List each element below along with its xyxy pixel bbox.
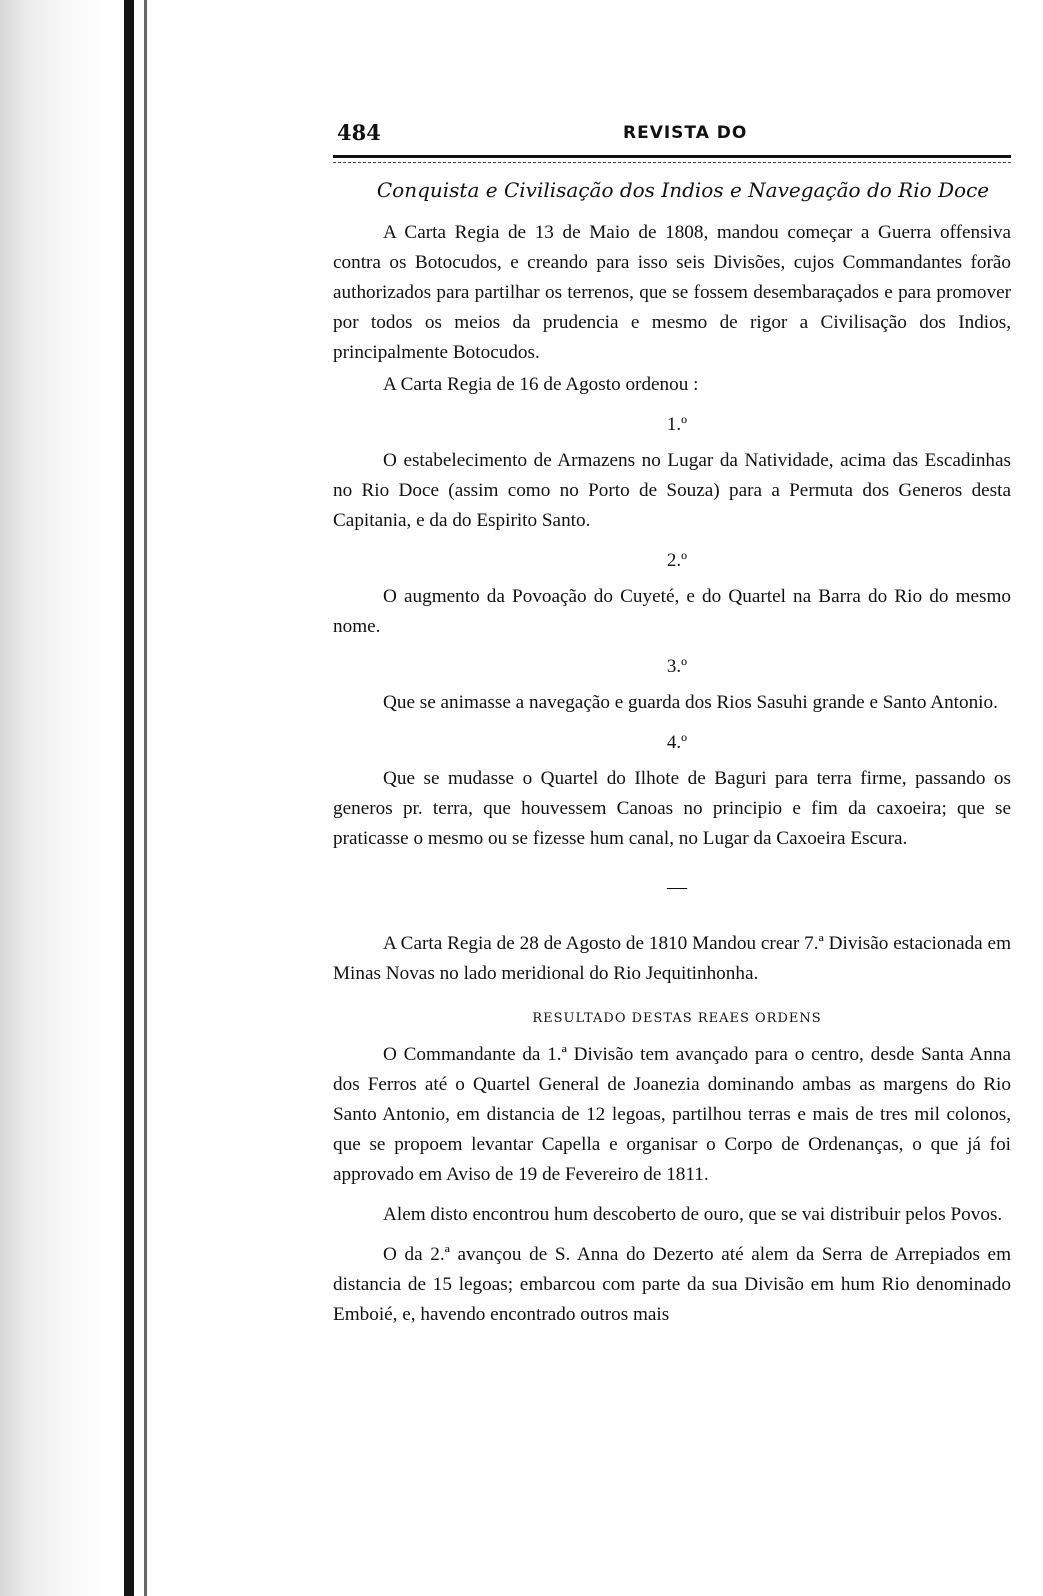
running-head: REVISTA DO (623, 123, 748, 143)
book-binding-edge-inner (144, 0, 147, 1596)
section-title: Conquista e Civilisação dos Indios e Navegação do Rio Doce (376, 178, 990, 202)
document-page (333, 118, 1011, 1330)
paragraph: A Carta Regia de 13 de Maio de 1808, mandou começar a Guerra offensiva contra os Botocudos, e creando para isso seis Divisões, cujos Commandantes forão authorizados para partilhar os terrenos, que se fossem desembaraçados e para promover por todos os meios da prudencia e mesmo de rigor a Civilisação dos Indios, principalmente Botocudos. (333, 222, 1011, 363)
item-number: 4.º (666, 732, 688, 753)
item-number: 1.º (666, 414, 688, 435)
header-rule (333, 155, 1011, 163)
item-number: 2.º (666, 550, 688, 571)
item-number: 3.º (666, 656, 688, 677)
section-divider: — (667, 876, 687, 898)
book-binding-edge (124, 0, 134, 1596)
paragraph: O estabelecimento de Armazens no Lugar da Natividade, acima das Escadinhas no Rio Doce (assim como no Porto de Souza) para a Permuta dos Generos desta Capitania, e da do Espirito Santo. (333, 450, 1011, 531)
subheading: RESULTADO DESTAS REAES ORDENS (532, 1011, 822, 1026)
paragraph: Alem disto encontrou hum descoberto de ouro, que se vai distribuir pelos Povos. (383, 1204, 1003, 1225)
paragraph: O augmento da Povoação do Cuyeté, e do Quartel na Barra do Rio do mesmo nome. (333, 586, 1011, 637)
paragraph: O da 2.ª avançou de S. Anna do Dezerto até alem da Serra de Arrepiados em distancia de 15 legoas; embarcou com parte da sua Divisão em hum Rio denominado Emboié, e, havendo encontrado outros mais (333, 1244, 1011, 1325)
paragraph: Que se mudasse o Quartel do Ilhote de Baguri para terra firme, passando os generos pr. terra, que houvessem Canoas no principio e fim da caxoeira; que se praticasse o mesmo ou se fizesse hum canal, no Lugar da Caxoeira Escura. (333, 768, 1011, 849)
paragraph: Que se animasse a navegação e guarda dos Rios Sasuhi grande e Santo Antonio. (383, 692, 998, 713)
paragraph: A Carta Regia de 16 de Agosto ordenou : (383, 374, 699, 395)
page-number: 484 (337, 120, 381, 145)
paragraph: A Carta Regia de 28 de Agosto de 1810 Mandou crear 7.ª Divisão estacionada em Minas Novas no lado meridional do Rio Jequitinhonha. (333, 933, 1011, 984)
page-header (333, 118, 1011, 148)
scan-edge-shadow (0, 0, 108, 1596)
paragraph: O Commandante da 1.ª Divisão tem avançado para o centro, desde Santa Anna dos Ferros até o Quartel General de Joanezia dominando ambas as margens do Rio Santo Antonio, em distancia de 12 legoas, partilhou terras e mais de tres mil colonos, que se propoem levantar Capella e organisar o Corpo de Ordenanças, o que já foi approvado em Aviso de 19 de Fevereiro de 1811. (333, 1044, 1011, 1185)
